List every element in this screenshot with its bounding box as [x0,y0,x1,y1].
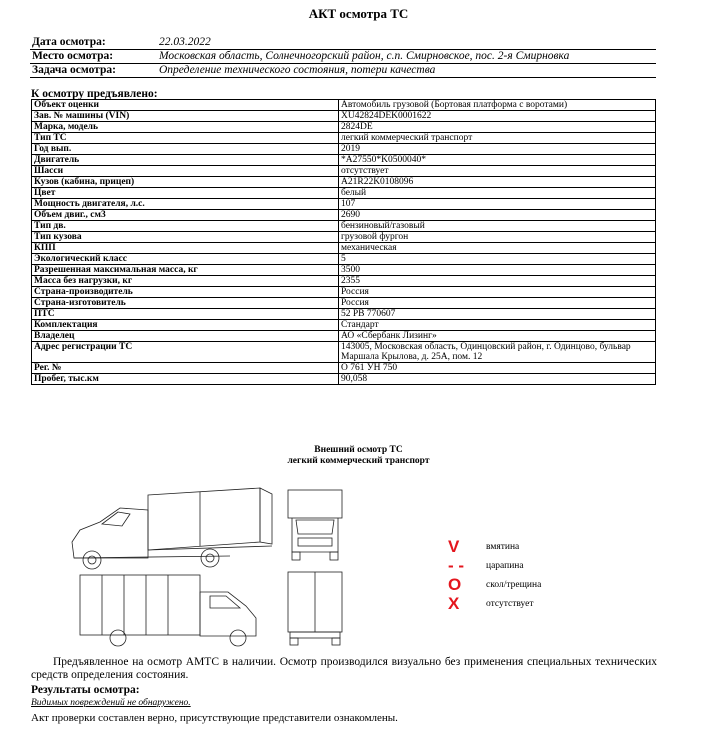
spec-row [32,342,656,363]
spec-key: Зав. № машины (VIN) [32,111,339,122]
spec-key: КПП [32,243,339,254]
spec-row [32,374,656,385]
header-value: Определение технического состояния, потери качества [159,64,436,76]
visual-inspection-title [0,445,717,467]
spec-row [32,320,656,331]
legend-label: царапина [486,560,524,571]
spec-row [32,221,656,232]
spec-row [32,363,656,374]
legend-symbol-scratch: - - [448,555,465,575]
spec-value: АО «Сбербанк Лизинг» [339,331,656,342]
spec-value: A21R22K0108096 [339,177,656,188]
spec-value: грузовой фургон [339,232,656,243]
truck-perspective-view [72,488,272,569]
spec-value: бензиновый/газовый [339,221,656,232]
spec-value: 52 РВ 770607 [339,309,656,320]
spec-row [32,122,656,133]
spec-value: механическая [339,243,656,254]
results-text: Видимых повреждений не обнаружено. [31,698,191,708]
spec-row [32,210,656,221]
spec-row [32,100,656,111]
final-statement: Акт проверки составлен верно, присутствующие представители ознакомлены. [31,712,398,724]
vehicle-diagram [60,480,360,650]
truck-side-view [80,575,256,646]
legend-label: вмятина [486,541,520,552]
header-value: Московская область, Солнечногорский район, с.п. Смирновское, пос. 2-я Смирновка [159,50,570,62]
spec-value: 107 [339,199,656,210]
spec-key: Цвет [32,188,339,199]
legend-item [446,556,541,575]
spec-row [32,243,656,254]
spec-value: *A27550*K0500040* [339,155,656,166]
results-heading: Результаты осмотра: [31,684,140,696]
document-title: АКТ осмотра ТС [308,6,409,21]
spec-value: 2824DE [339,122,656,133]
spec-key: Владелец [32,331,339,342]
spec-value: Россия [339,298,656,309]
legend-symbol-missing: X [448,593,460,613]
spec-value: 3500 [339,265,656,276]
header-key: Задача осмотра: [32,64,116,76]
spec-value: белый [339,188,656,199]
spec-key: Пробег, тыс.км [32,374,339,385]
spec-key: Объем двиг., см3 [32,210,339,221]
spec-row [32,133,656,144]
spec-key: Тип дв. [32,221,339,232]
inspection-paragraph: Предъявленное на осмотр АМТС в наличии. Осмотр производился визуально без применения специальных технических средств определения состояния. [31,656,657,681]
spec-key: Объект оценки [32,100,339,111]
spec-row [32,287,656,298]
truck-front-view [288,490,342,560]
header-value: 22.03.2022 [159,36,211,48]
spec-key: Мощность двигателя, л.с. [32,199,339,210]
spec-value: 2019 [339,144,656,155]
spec-row [32,331,656,342]
spec-value: О 761 УН 750 [339,363,656,374]
visual-subtitle: легкий коммерческий транспорт [287,456,430,466]
legend-label: отсутствует [486,598,534,609]
spec-key: Марка, модель [32,122,339,133]
spec-value: 2355 [339,276,656,287]
spec-value: 90,058 [339,374,656,385]
legend-item [446,537,541,556]
legend-label: скол/трещина [486,579,542,590]
spec-key: Экологический класс [32,254,339,265]
spec-key: Разрешенная максимальная масса, кг [32,265,339,276]
spec-row [32,188,656,199]
header-key: Место осмотра: [32,50,114,62]
legend-symbol-chip: O [448,574,462,594]
spec-row [32,298,656,309]
spec-row [32,265,656,276]
spec-key: Страна-производитель [32,287,339,298]
truck-rear-view [288,572,342,645]
spec-row [32,111,656,122]
inspection-header [30,36,656,78]
spec-value: 143005, Московская область, Одинцовский район, г. Одинцово, бульвар Маршала Крылова, д. 25А, пом. 12 [339,342,656,363]
spec-value: 5 [339,254,656,265]
spec-value: Автомобиль грузовой (Бортовая платформа с воротами) [339,100,656,111]
spec-key: Рег. № [32,363,339,374]
spec-key: Масса без нагрузки, кг [32,276,339,287]
spec-row [32,254,656,265]
spec-key: Шасси [32,166,339,177]
legend-item [446,594,541,613]
visual-title: Внешний осмотр ТС [314,445,403,455]
spec-key: Тип кузова [32,232,339,243]
spec-row [32,232,656,243]
header-row-task [30,64,656,78]
header-row-place [30,50,656,64]
spec-key: Двигатель [32,155,339,166]
header-row-date [30,36,656,50]
presented-heading: К осмотру предъявлено: [31,88,158,100]
spec-row [32,155,656,166]
spec-value: Россия [339,287,656,298]
spec-row [32,276,656,287]
spec-value: легкий коммерческий транспорт [339,133,656,144]
spec-key: Тип ТС [32,133,339,144]
vehicle-spec-table [31,99,656,385]
spec-row [32,166,656,177]
spec-row [32,144,656,155]
spec-key: Страна-изготовитель [32,298,339,309]
spec-row [32,309,656,320]
spec-key: Кузов (кабина, прицеп) [32,177,339,188]
spec-key: Год вып. [32,144,339,155]
legend-symbol-dent: V [448,536,460,556]
spec-key: Комплектация [32,320,339,331]
spec-value: отсутствует [339,166,656,177]
legend-item [446,575,541,594]
spec-row [32,177,656,188]
spec-key: Адрес регистрации ТС [32,342,339,363]
spec-row [32,199,656,210]
spec-key: ПТС [32,309,339,320]
spec-value: 2690 [339,210,656,221]
header-key: Дата осмотра: [32,36,106,48]
damage-legend [446,537,541,613]
spec-value: Стандарт [339,320,656,331]
spec-value: XU42824DEK0001622 [339,111,656,122]
